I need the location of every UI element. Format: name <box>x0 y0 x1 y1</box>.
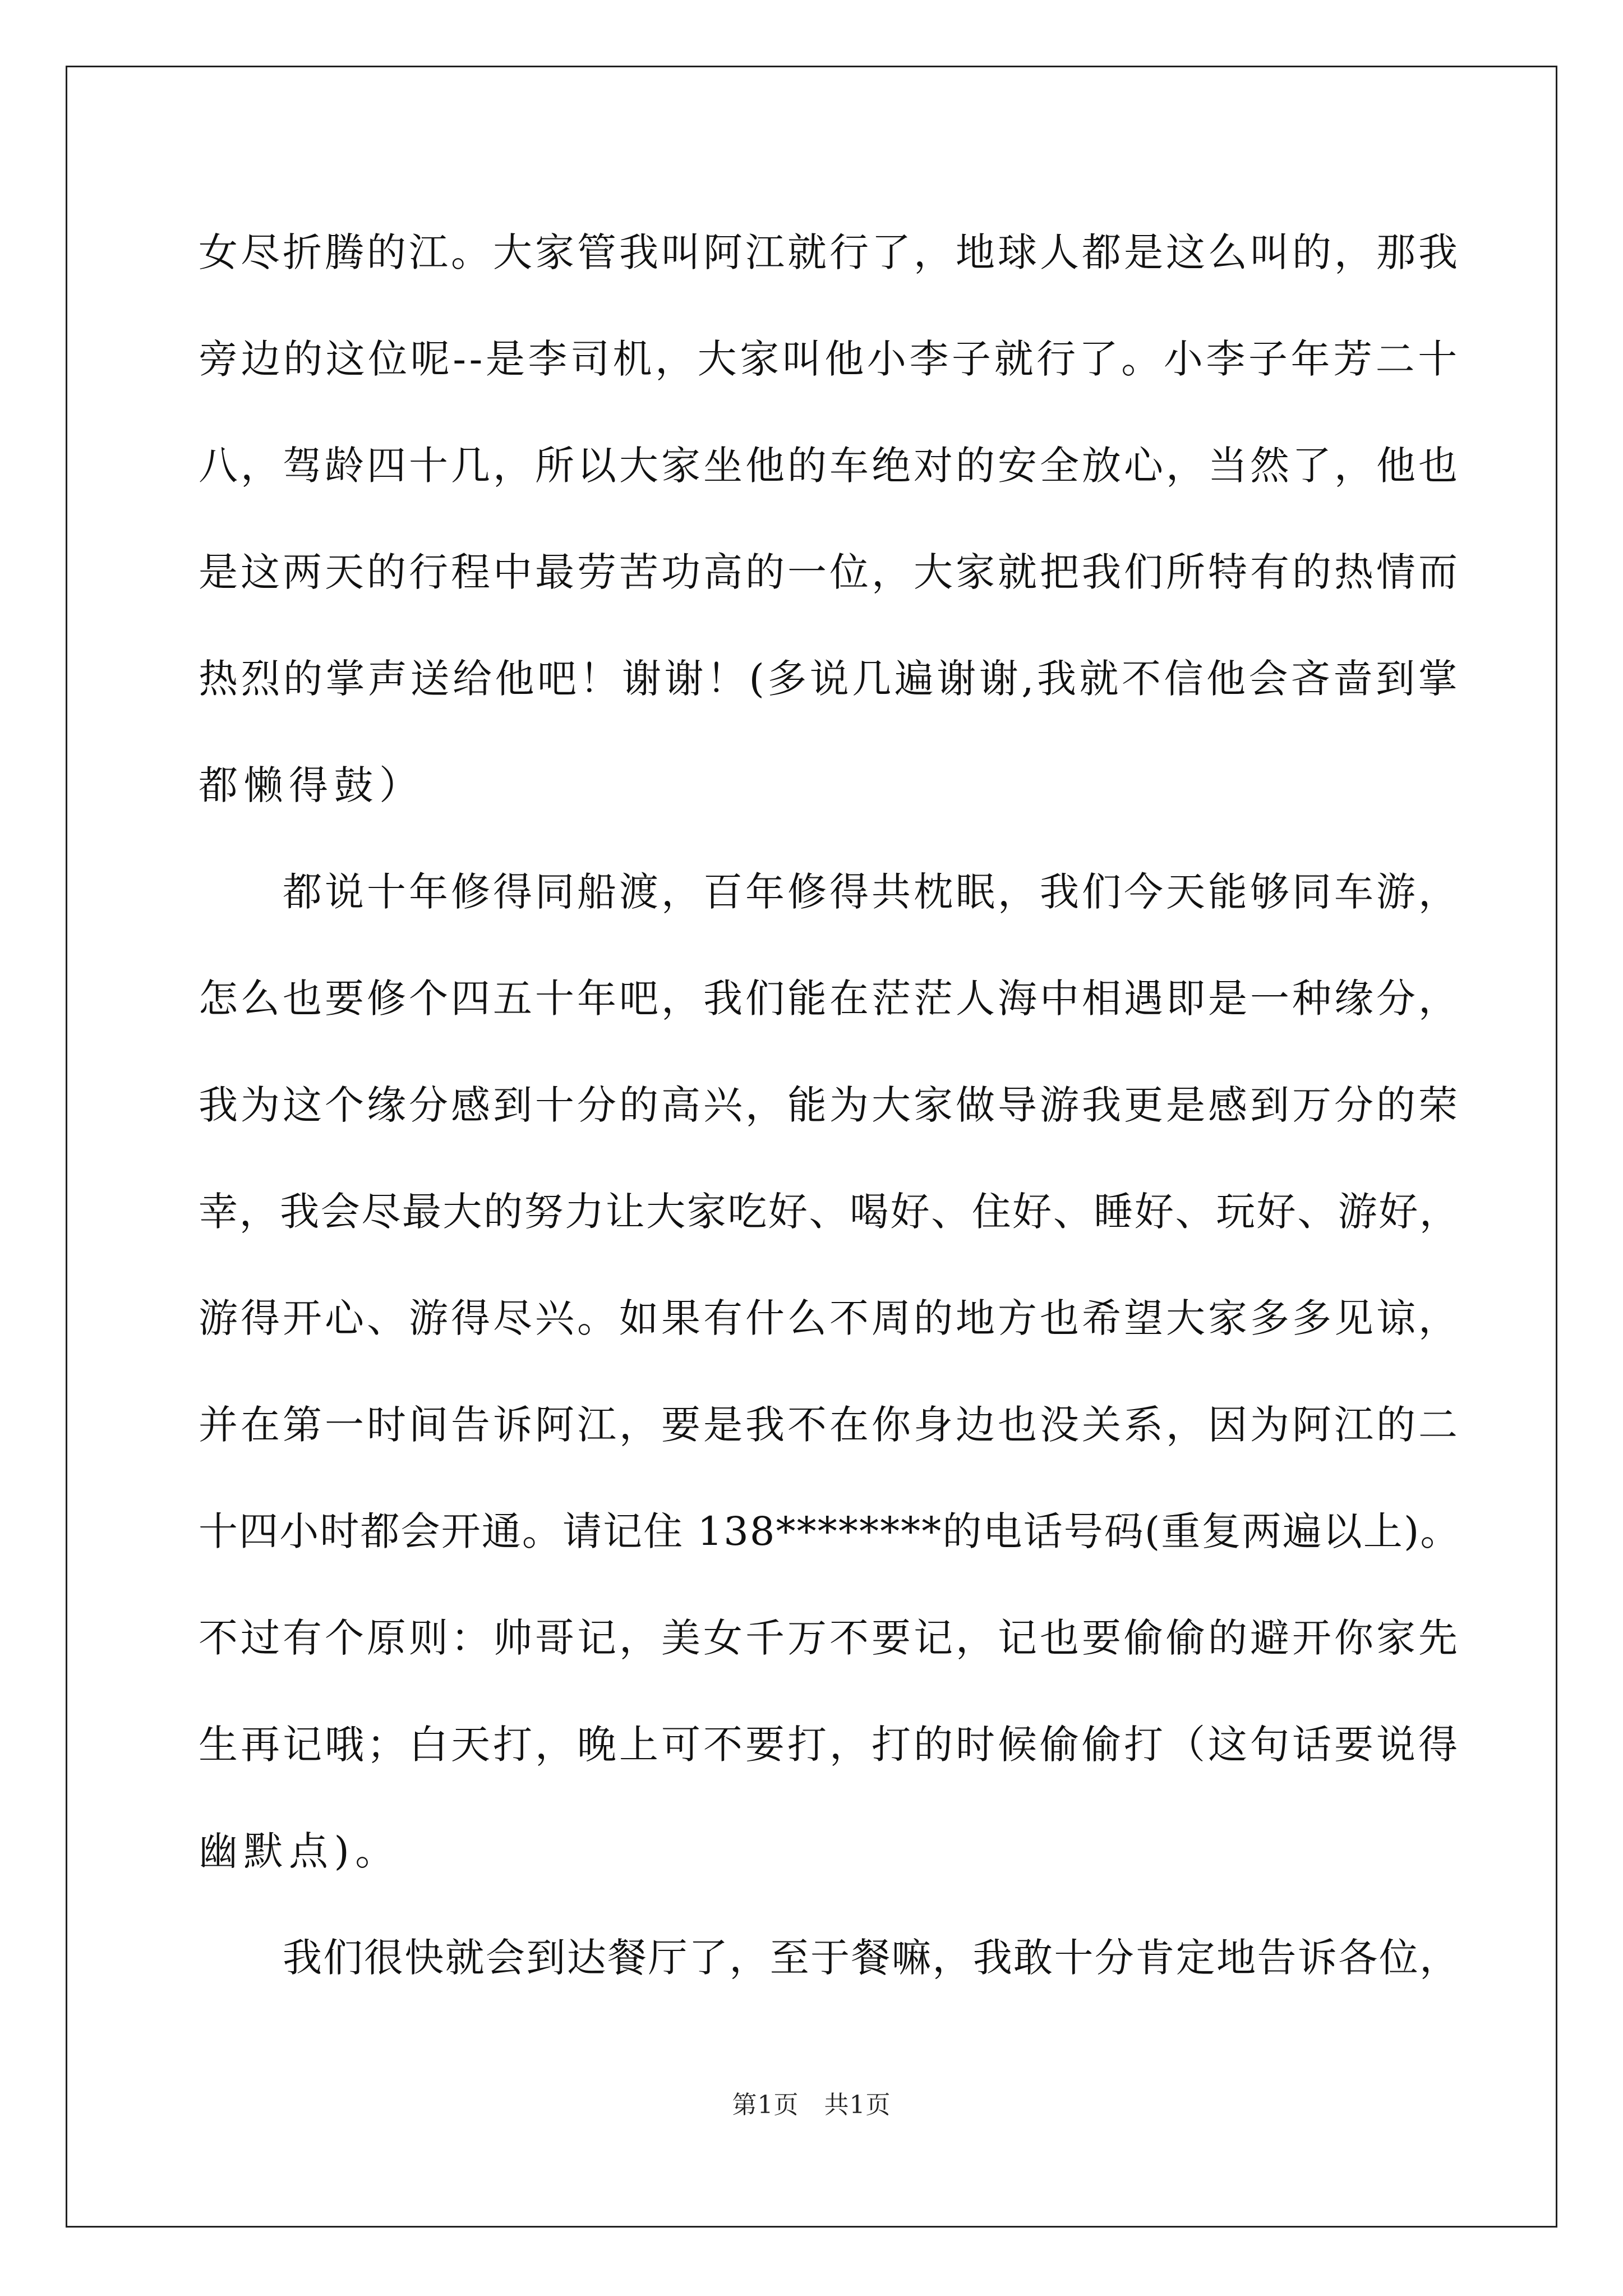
text-line: 都懒得鼓） <box>199 762 425 808</box>
text-line: 生再记哦；白天打，晚上可不要打，打的时候偷偷打（这句话要说得 <box>199 1722 1460 1768</box>
text-line: 并在第一时间告诉阿江，要是我不在你身边也没关系，因为阿江的二 <box>199 1402 1460 1448</box>
page-footer: 第1页 共1页 <box>732 2091 891 2119</box>
text-line: 游得开心、游得尽兴。如果有什么不周的地方也希望大家多多见谅， <box>199 1295 1460 1341</box>
text-line: 热烈的掌声送给他吧！谢谢！(多说几遍谢谢,我就不信他会吝啬到掌 <box>199 656 1461 702</box>
paragraph-first-line: 我们很快就会到达餐厅了，至于餐嘛，我敢十分肯定地告诉各位， <box>283 1935 1460 1981</box>
paragraph-first-line: 都说十年修得同船渡，百年修得共枕眠，我们今天能够同车游， <box>283 869 1460 915</box>
document-body <box>199 219 1461 2031</box>
text-line: 十四小时都会开通。请记住 138********的电话号码(重复两遍以上)。 <box>199 1508 1461 1554</box>
text-line: 不过有个原则：帅哥记，美女千万不要记，记也要偷偷的避开你家先 <box>199 1615 1460 1661</box>
text-line: 女尽折腾的江。大家管我叫阿江就行了，地球人都是这么叫的，那我 <box>199 229 1460 275</box>
text-line: 怎么也要修个四五十年吧，我们能在茫茫人海中相遇即是一种缘分， <box>199 976 1460 1022</box>
text-line: 幽默点)。 <box>199 1828 400 1874</box>
text-line: 是这两天的行程中最劳苦功高的一位，大家就把我们所特有的热情而 <box>199 549 1460 595</box>
text-line: 幸，我会尽最大的努力让大家吃好、喝好、住好、睡好、玩好、游好， <box>199 1189 1460 1235</box>
text-line: 八，驾龄四十几，所以大家坐他的车绝对的安全放心，当然了，他也 <box>199 443 1460 489</box>
text-line: 旁边的这位呢--是李司机，大家叫他小李子就行了。小李子年芳二十 <box>199 336 1460 382</box>
text-line: 我为这个缘分感到十分的高兴，能为大家做导游我更是感到万分的荣 <box>199 1082 1460 1128</box>
